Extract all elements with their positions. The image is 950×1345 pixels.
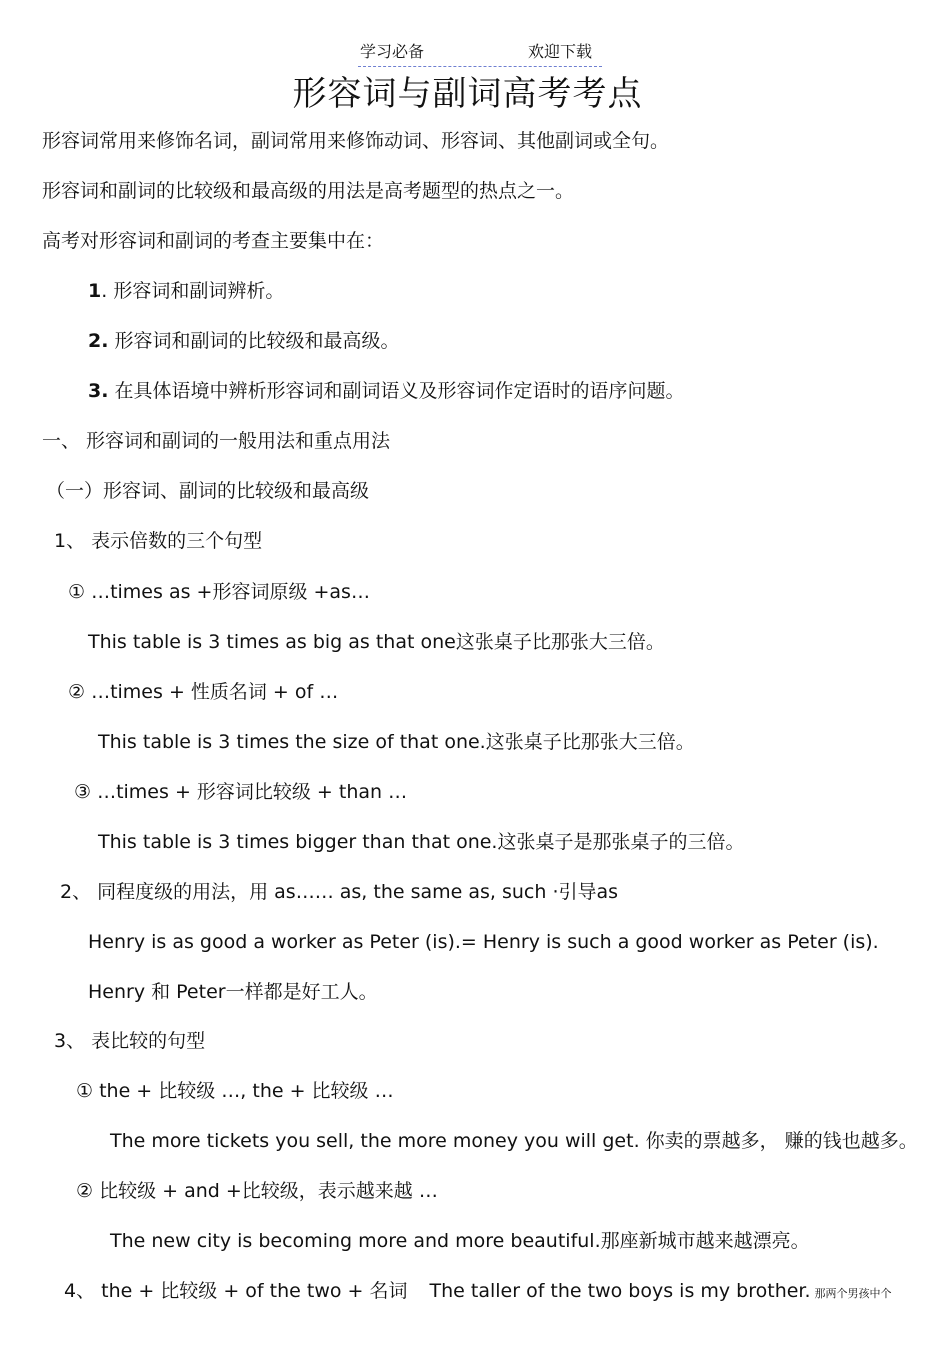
item-1-example-2: This table is 3 times the size of that one.这张桌子比那张大三倍。 xyxy=(98,731,695,753)
header-left-text: 学习必备 xyxy=(360,42,425,61)
header-right-text: 欢迎下载 xyxy=(528,42,593,61)
item-4-label: 4、 the + 比较级 + of the two + 名词 xyxy=(64,1280,408,1302)
intro-paragraph-1: 形容词常用来修饰名词，副词常用来修饰动词、形容词、其他副词或全句。 xyxy=(42,130,670,152)
item-2-label: 2、 同程度级的用法，用 as…… as, the same as, such ·引导as xyxy=(60,881,619,903)
intro-paragraph-2: 形容词和副词的比较级和最高级的用法是高考题型的热点之一。 xyxy=(42,180,575,202)
item-1-example-3: This table is 3 times bigger than that one.这张桌子是那张桌子的三倍。 xyxy=(98,831,745,853)
item-3-label: 3、 表比较的句型 xyxy=(54,1030,206,1052)
section-1-subheading: （一）形容词、副词的比较级和最高级 xyxy=(46,480,370,502)
item-1-example-1: This table is 3 times as big as that one这张桌子比那张大三倍。 xyxy=(88,631,665,653)
focus-item-2 xyxy=(88,328,400,354)
item-3-pattern-2: ② 比较级 + and +比较级，表示越来越 … xyxy=(76,1180,438,1202)
item-4-example: The taller of the two boys is my brother. xyxy=(429,1280,811,1302)
intro-paragraph-3: 高考对形容词和副词的考查主要集中在： xyxy=(42,230,385,252)
focus-item-1 xyxy=(88,278,284,304)
item-2-example-1: Henry is as good a worker as Peter (is).= Henry is such a good worker as Peter (is). xyxy=(88,931,879,953)
item-1-label: 1、 表示倍数的三个句型 xyxy=(54,530,263,552)
item-2-example-2: Henry 和 Peter一样都是好工人。 xyxy=(88,981,378,1003)
section-1-heading: 一、 形容词和副词的一般用法和重点用法 xyxy=(42,430,391,452)
item-3-pattern-1: ① the + 比较级 …, the + 比较级 … xyxy=(76,1080,394,1102)
item-3-example-2: The new city is becoming more and more beautiful.那座新城市越来越漂亮。 xyxy=(110,1230,810,1252)
focus-item-3-number: 3. xyxy=(88,380,109,402)
item-4-line xyxy=(64,1278,892,1307)
item-4-trailing-text: 那两个男孩中个 xyxy=(814,1287,892,1300)
page-title: 形容词与副词高考考点 xyxy=(292,74,643,114)
item-3-example-1: The more tickets you sell, the more money you will get. 你卖的票越多， 赚的钱也越多。 xyxy=(110,1130,918,1152)
focus-item-2-number: 2. xyxy=(88,330,109,352)
focus-item-3 xyxy=(88,378,685,404)
item-1-pattern-3: ③ …times + 形容词比较级 + than … xyxy=(74,781,408,803)
focus-item-3-text: 在具体语境中辨析形容词和副词语义及形容词作定语时的语序问题。 xyxy=(108,380,685,402)
focus-item-1-text: . 形容词和副词辨析。 xyxy=(101,280,285,302)
page-header xyxy=(358,42,602,67)
item-1-pattern-2: ② …times + 性质名词 + of … xyxy=(68,681,339,703)
focus-item-2-text: 形容词和副词的比较级和最高级。 xyxy=(108,330,400,352)
focus-item-1-number: 1 xyxy=(88,280,102,302)
item-1-pattern-1: ① …times as +形容词原级 +as… xyxy=(68,581,370,603)
